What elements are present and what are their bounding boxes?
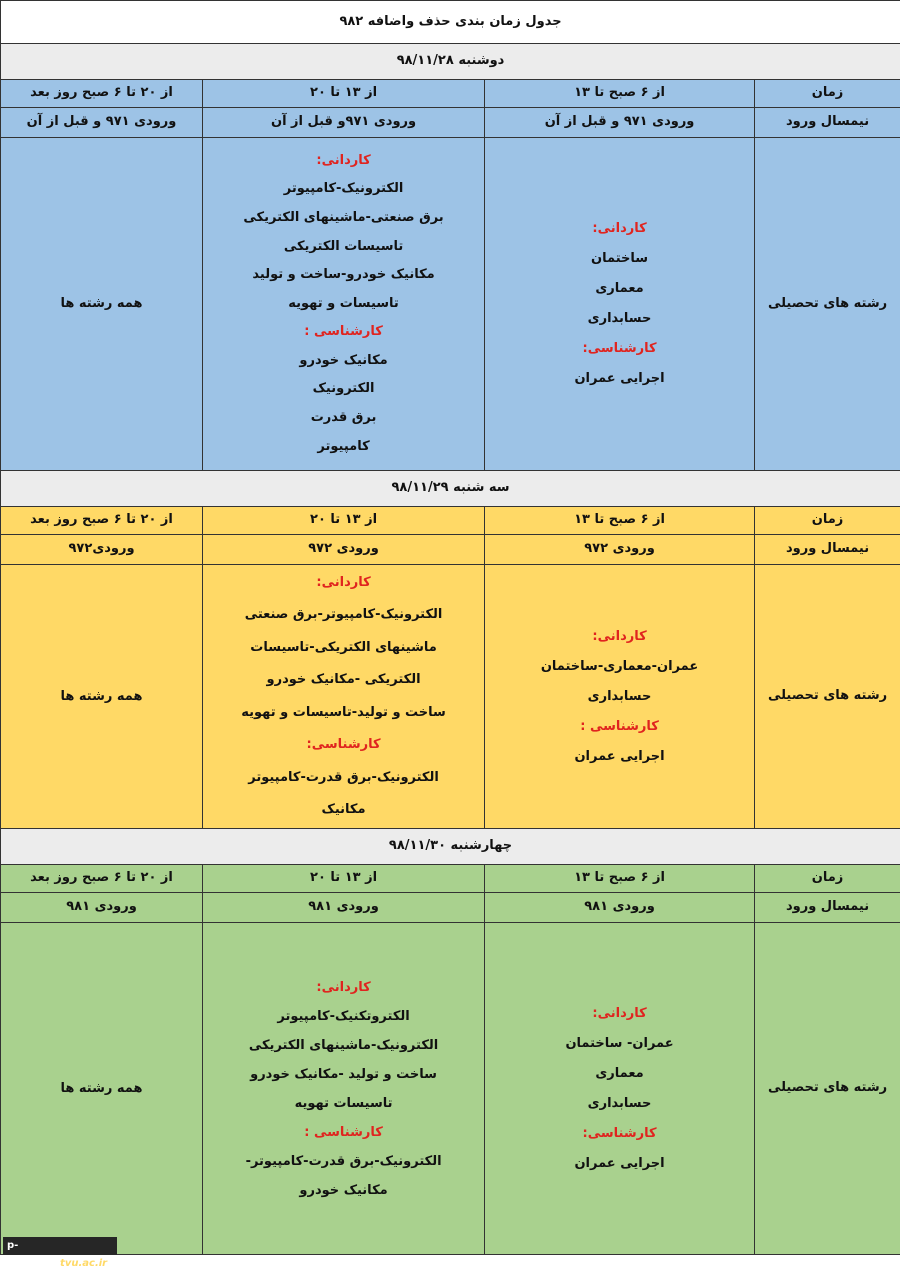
day-heading-row — [1, 471, 900, 507]
time-slot: از ۱۳ تا ۲۰ — [203, 507, 485, 535]
field-item: الکترونیک-ماشینهای الکتریکی — [248, 1037, 439, 1053]
time-slot: از ۲۰ تا ۶ صبح روز بعد — [1, 865, 203, 893]
fields-label: رشته های تحصیلی — [755, 138, 900, 471]
page-title: جدول زمان بندی حذف واضافه ۹۸۲ — [1, 1, 900, 44]
category-label: کارشناسی : — [304, 324, 383, 340]
field-item: حسابداری — [587, 311, 652, 326]
watermark-prefix: p-sabzevar. — [7, 1240, 61, 1269]
site-watermark — [3, 1237, 117, 1269]
field-item: برق صنعتی-ماشینهای الکتریکی — [243, 209, 444, 225]
entry-label: نیمسال ورود — [755, 893, 900, 923]
field-item: ساخت و تولید-تاسیسات و تهویه — [241, 704, 446, 720]
category-label: کارشناسی : — [304, 1124, 383, 1140]
time-slot: از ۲۰ تا ۶ صبح روز بعد — [1, 80, 203, 108]
entry-value: ورودی ۹۷۱ و قبل از آن — [1, 108, 203, 138]
field-item: مکانیک خودرو-ساخت و تولید — [252, 267, 435, 283]
entry-value: ورودی ۹۷۱ و قبل از آن — [485, 108, 755, 138]
field-item: الکترونیک — [312, 381, 375, 397]
fields-row — [1, 565, 900, 829]
field-item: همه رشته ها — [60, 688, 143, 704]
category-label: کاردانی: — [316, 979, 371, 995]
field-item: عمران-معماری-ساختمان — [540, 658, 699, 674]
entry-row — [1, 535, 900, 565]
field-item: معماری — [595, 281, 644, 296]
field-item: ساخت و تولید -مکانیک خودرو — [250, 1066, 437, 1082]
field-item: ماشینهای الکتریکی-تاسیسات — [250, 639, 437, 655]
fields-label: رشته های تحصیلی — [755, 565, 900, 829]
fields-list — [485, 138, 755, 471]
category-label: کاردانی: — [316, 152, 371, 168]
entry-label: نیمسال ورود — [755, 535, 900, 565]
day-heading: دوشنبه ۹۸/۱۱/۲۸ — [1, 44, 900, 80]
fields-row — [1, 923, 900, 1255]
entry-value: ورودی ۹۸۱ — [1, 893, 203, 923]
time-slot: از ۲۰ تا ۶ صبح روز بعد — [1, 507, 203, 535]
time-slot: از ۱۳ تا ۲۰ — [203, 80, 485, 108]
time-slot: از ۶ صبح تا ۱۳ — [485, 80, 755, 108]
entry-value: ورودی ۹۸۱ — [203, 893, 485, 923]
fields-list — [1, 923, 203, 1255]
field-item: عمران- ساختمان — [565, 1035, 674, 1051]
day-heading-row — [1, 44, 900, 80]
field-item: همه رشته ها — [60, 1080, 143, 1096]
category-label: کارشناسی: — [306, 737, 381, 752]
field-item: الکتروتکنیک-کامپیوتر — [277, 1008, 410, 1024]
day-heading-row — [1, 829, 900, 865]
fields-label: رشته های تحصیلی — [755, 923, 900, 1255]
category-label: کارشناسی : — [580, 718, 659, 734]
field-item: حسابداری — [587, 688, 652, 704]
field-item: مکانیک — [321, 802, 366, 817]
entry-value: ورودی ۹۷۲ — [485, 535, 755, 565]
day-heading: سه شنبه ۹۸/۱۱/۲۹ — [1, 471, 900, 507]
field-item: تاسیسات و تهویه — [288, 295, 399, 311]
field-item: الکترونیک-برق قدرت-کامپیوتر — [248, 769, 439, 785]
time-label: زمان — [755, 507, 900, 535]
category-label: کاردانی: — [316, 574, 371, 590]
field-item: اجرایی عمران — [574, 371, 665, 386]
category-label: کاردانی: — [592, 221, 647, 236]
time-label: زمان — [755, 865, 900, 893]
category-label: کاردانی: — [592, 628, 647, 644]
fields-list — [203, 138, 485, 471]
category-label: کاردانی: — [592, 1005, 647, 1021]
category-label: کارشناسی: — [582, 341, 657, 356]
entry-value: ورودی ۹۷۲ — [203, 535, 485, 565]
field-item: تاسیسات الکتریکی — [283, 238, 404, 254]
entry-row — [1, 108, 900, 138]
time-row — [1, 507, 900, 535]
time-slot: از ۱۳ تا ۲۰ — [203, 865, 485, 893]
fields-list — [485, 923, 755, 1255]
field-item: مکانیک خودرو — [299, 1182, 388, 1198]
time-slot: از ۶ صبح تا ۱۳ — [485, 865, 755, 893]
field-item: الکترونیک-کامپیوتر-برق صنعتی — [244, 607, 443, 622]
fields-list — [485, 565, 755, 829]
fields-list — [1, 565, 203, 829]
field-item: الکتریکی -مکانیک خودرو — [266, 672, 421, 687]
entry-label: نیمسال ورود — [755, 108, 900, 138]
field-item: ساختمان — [591, 251, 649, 266]
category-label: کارشناسی: — [582, 1125, 657, 1141]
fields-list — [203, 923, 485, 1255]
field-item: اجرایی عمران — [574, 1155, 665, 1171]
field-item: همه رشته ها — [60, 296, 143, 311]
field-item: الکترونیک-برق قدرت-کامپیوتر- — [245, 1153, 442, 1169]
time-label: زمان — [755, 80, 900, 108]
field-item: اجرایی عمران — [574, 748, 665, 764]
field-item: برق قدرت — [310, 410, 377, 426]
time-row — [1, 80, 900, 108]
watermark-host: tvu.ac.ir — [60, 1258, 108, 1269]
entry-row — [1, 893, 900, 923]
field-item: مکانیک خودرو — [299, 352, 388, 368]
fields-row — [1, 138, 900, 471]
field-item: معماری — [595, 1065, 644, 1081]
field-item: حسابداری — [587, 1095, 652, 1111]
entry-value: ورودی ۹۸۱ — [485, 893, 755, 923]
fields-list — [203, 565, 485, 829]
entry-value: ورودی۹۷۲ — [1, 535, 203, 565]
day-heading: چهارشنبه ۹۸/۱۱/۳۰ — [1, 829, 900, 865]
fields-list — [1, 138, 203, 471]
field-item: الکترونیک-کامپیوتر — [283, 181, 404, 197]
time-row — [1, 865, 900, 893]
time-slot: از ۶ صبح تا ۱۳ — [485, 507, 755, 535]
entry-value: ورودی ۹۷۱و قبل از آن — [203, 108, 485, 138]
field-item: تاسیسات تهویه — [294, 1095, 393, 1111]
field-item: کامپیوتر — [317, 438, 370, 454]
